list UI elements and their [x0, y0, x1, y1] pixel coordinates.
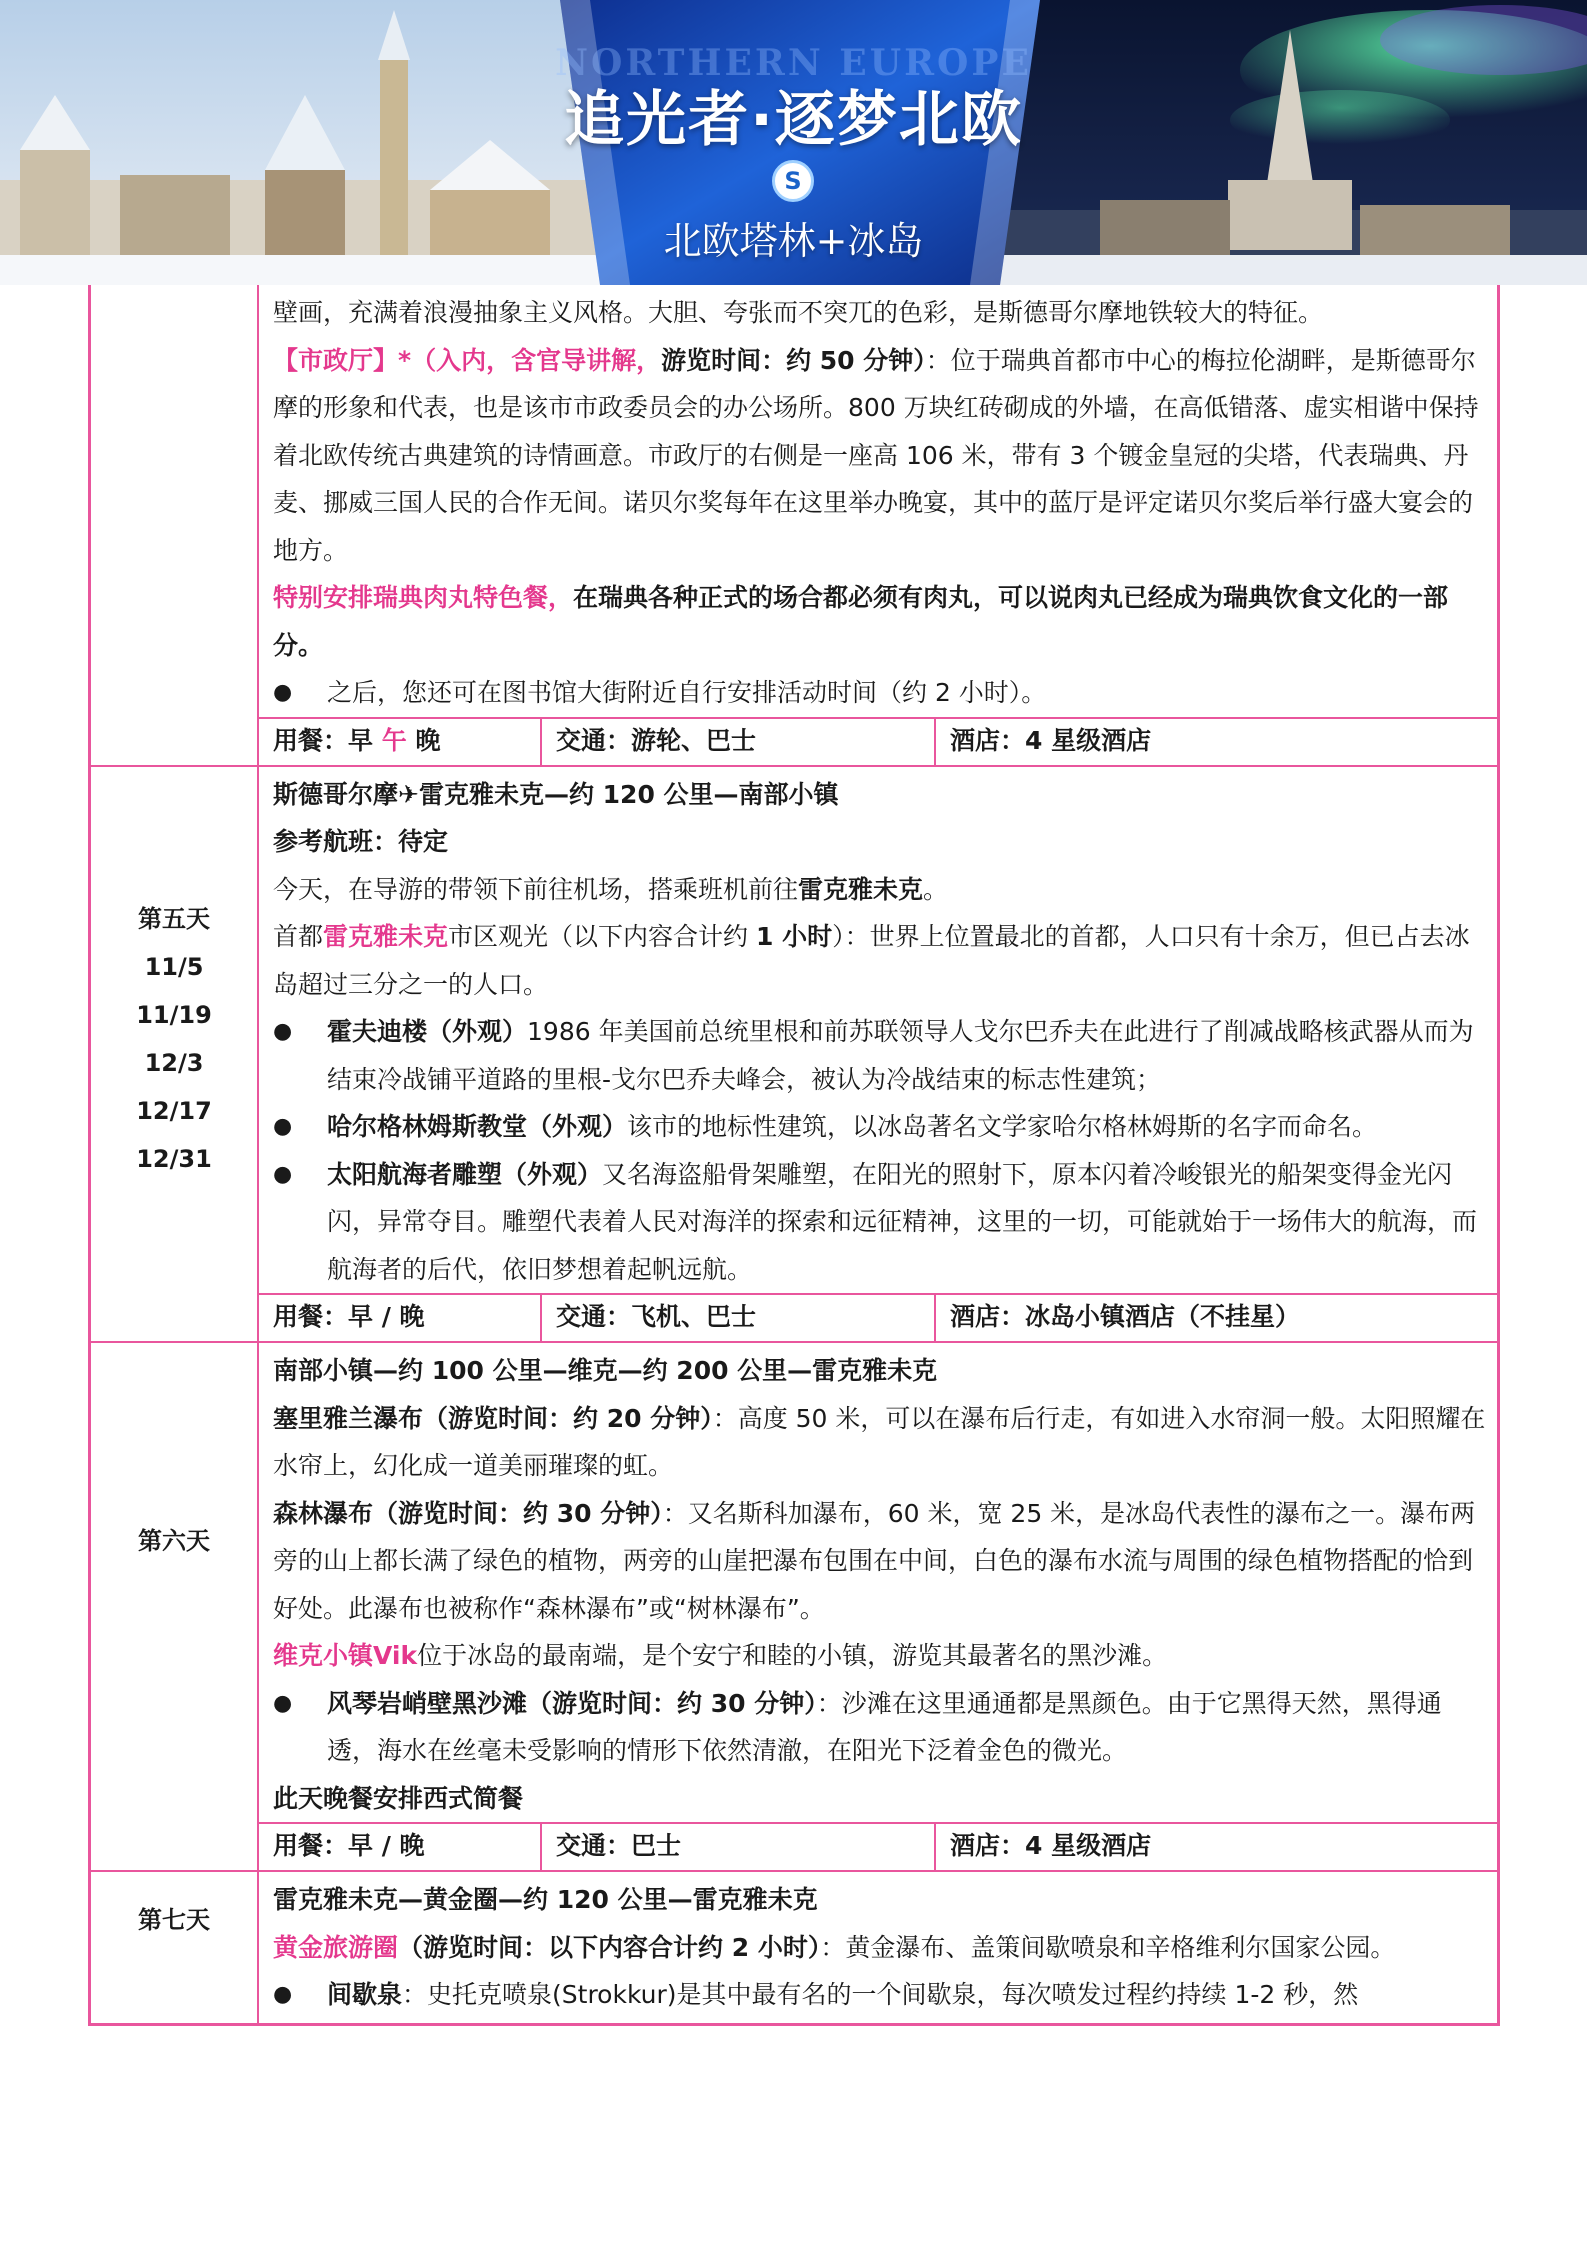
day6-label-cell	[91, 1343, 259, 1870]
day7-label-cell	[91, 1872, 259, 2023]
day5-transport: 交通：飞机、巴士	[542, 1295, 936, 1341]
bullet-icon: ●	[273, 1019, 293, 1044]
golden-circle-text: ：黄金瀑布、盖策间歇喷泉和辛格维利尔国家公园。	[820, 1932, 1396, 1962]
geyser-title: 间歇泉	[327, 1980, 403, 2009]
golden-circle-title: 黄金旅游圈	[273, 1932, 399, 1962]
day5-info-row	[259, 1293, 1497, 1341]
black-beach-title: 风琴岩峭壁黑沙滩（游览时间：约 30 分钟）	[327, 1688, 817, 1718]
church-bullet	[273, 1103, 1491, 1151]
brand-logo-icon: S	[772, 160, 814, 202]
hofdi-bullet	[273, 1008, 1491, 1103]
seljalandsfoss-paragraph	[273, 1395, 1491, 1490]
geyser-text: ：史托克喷泉(Strokkur)是其中最有名的一个间歇泉，每次喷发过程约持续 1-2 秒，然	[402, 1980, 1359, 2009]
day7-content	[259, 1872, 1497, 2023]
day5-content	[259, 767, 1497, 1342]
bullet-icon: ●	[273, 1161, 293, 1187]
city-text: ）：世界上位置最北的首都，人口只有十余万，但已占去冰岛超过三分之一的人口。	[273, 922, 1470, 999]
meal-dinner: 晚	[406, 725, 441, 755]
vik-title: 维克小镇Vik	[273, 1641, 418, 1670]
day6-route: 南部小镇—约 100 公里—维克—约 200 公里—雷克雅未克	[273, 1356, 938, 1385]
bullet-icon: ●	[273, 1114, 293, 1139]
geyser-bullet	[273, 1971, 1491, 2019]
day5-row	[91, 765, 1497, 1342]
banner-subtitle: 北欧塔林+冰岛	[663, 219, 924, 263]
day5-date: 12/3	[144, 1048, 204, 1077]
day5-label: 第五天	[138, 904, 210, 933]
day4-row	[91, 285, 1497, 765]
day5-date: 11/19	[136, 1000, 212, 1029]
day4-transport: 交通：游轮、巴士	[542, 719, 936, 765]
itinerary-table	[88, 285, 1500, 2026]
meal-lunch: 午	[381, 725, 407, 755]
bullet-icon: ●	[273, 1690, 293, 1716]
city-time: 1 小时	[755, 922, 833, 951]
bullet-icon: ●	[273, 1982, 293, 2007]
intro-end: 。	[923, 874, 949, 904]
black-beach-text: ：沙滩在这里通通都是黑颜色。由于它黑得天然，黑得通透，海水在丝毫未受影响的情形下依然清澈，在阳光下泛着金色的微光。	[327, 1688, 1442, 1765]
intro-city: 雷克雅未克	[798, 874, 924, 904]
intro-text: 今天，在导游的带领下前往机场，搭乘班机前往	[273, 874, 799, 904]
city-hall-time: 游览时间：约 50 分钟）	[661, 345, 926, 375]
skogafoss-text: ：又名斯科加瀑布，60 米，宽 25 米，是冰岛代表性的瀑布之一。瀑布两旁的山上都长满了绿色的植物，两旁的山崖把瀑布包围在中间，白色的瀑布水流与周围的绿色植物搭配的恰到好处。此瀑布也被称作“森林瀑布”或“树林瀑布”。	[273, 1498, 1476, 1623]
city-hall-text: ：位于瑞典首都市中心的梅拉伦湖畔，是斯德哥尔摩的形象和代表，也是该市市政委员会的办公场所。800 万块红砖砌成的外墙，在高低错落、虚实相谐中保持着北欧传统古典建筑的诗情画意。市政厅的右侧是一座高 106 米，带有 3 个镀金皇冠的尖塔，代表瑞典、丹麦、挪威三国人民的合作无间。诺贝尔奖每年在这里举办晚宴，其中的蓝厅是评定诺贝尔奖后举行盛大宴会的地方。	[273, 345, 1479, 565]
hofdi-title: 霍夫迪楼（外观）	[327, 1017, 528, 1046]
city-name: 雷克雅未克	[323, 922, 449, 951]
seljalandsfoss-title: 塞里雅兰瀑布（游览时间：约 20 分钟）	[273, 1403, 713, 1433]
subway-paragraph: 壁画，充满着浪漫抽象主义风格。大胆、夸张而不突兀的色彩，是斯德哥尔摩地铁较大的特征。	[273, 298, 1324, 327]
day6-hotel: 酒店：4 星级酒店	[950, 1831, 1152, 1860]
banner-title: 追光者·逐梦北欧	[564, 85, 1023, 155]
day6-row	[91, 1341, 1497, 1870]
bullet-icon: ●	[273, 680, 293, 705]
day4-label-cell	[91, 285, 259, 765]
sun-voyager-title: 太阳航海者雕塑（外观）	[327, 1159, 603, 1189]
seljalandsfoss-text: ：高度 50 米，可以在瀑布后行走，有如进入水帘洞一般。太阳照耀在水帘上，幻化成一道美丽璀璨的虹。	[273, 1403, 1486, 1480]
day6-meal: 用餐：早 / 晚	[259, 1824, 542, 1870]
day5-hotel: 酒店：冰岛小镇酒店（不挂星）	[950, 1302, 1301, 1331]
skogafoss-title: 森林瀑布（游览时间：约 30 分钟）	[273, 1498, 663, 1528]
golden-circle-paragraph	[273, 1924, 1491, 1972]
meatball-text: 在瑞典各种正式的场合都必须有肉丸，可以说肉丸已经成为瑞典饮食文化的一部分。	[273, 583, 1449, 660]
sun-voyager-bullet	[273, 1151, 1491, 1294]
banner-watermark: NORTHERN EUROPE	[555, 42, 1032, 84]
city-mid: 市区观光（以下内容合计约	[448, 922, 756, 951]
day4-hotel: 酒店：4 星级酒店	[950, 725, 1152, 755]
day4-info-row	[259, 717, 1497, 765]
day5-intro	[273, 866, 1491, 914]
free-time-bullet	[273, 669, 1491, 717]
skogafoss-paragraph	[273, 1490, 1491, 1633]
day6-content	[259, 1343, 1497, 1870]
day5-flight: 参考航班：待定	[273, 827, 449, 856]
day5-meal: 用餐：早 / 晚	[259, 1295, 542, 1341]
day5-label-cell	[91, 767, 259, 1342]
black-beach-bullet	[273, 1680, 1491, 1775]
day7-row	[91, 1870, 1497, 2023]
church-title: 哈尔格林姆斯教堂（外观）	[327, 1112, 628, 1141]
header-banner	[0, 0, 1587, 285]
day7-route: 雷克雅未克—黄金圈—约 120 公里—雷克雅未克	[273, 1885, 818, 1914]
vik-text: 位于冰岛的最南端，是个安宁和睦的小镇，游览其最著名的黑沙滩。	[417, 1641, 1168, 1670]
day5-date: 11/5	[144, 952, 204, 981]
day6-label: 第六天	[138, 1527, 210, 1555]
sun-voyager-text: 又名海盗船骨架雕塑，在阳光的照射下，原本闪着冷峻银光的船架变得金光闪闪，异常夺目。雕塑代表着人民对海洋的探索和远征精神，这里的一切，可能就始于一场伟大的航海，而航海者的后代，依旧梦想着起帆远航。	[327, 1159, 1478, 1284]
golden-circle-time: （游览时间：以下内容合计约 2 小时）	[398, 1932, 821, 1962]
day7-label: 第七天	[138, 1906, 210, 1934]
meatball-paragraph	[273, 574, 1491, 669]
city-hall-title: 【市政厅】*（入内，含官导讲解，	[273, 345, 662, 375]
day4-meal	[259, 719, 542, 765]
day5-date: 12/31	[136, 1144, 212, 1173]
meal-label: 用餐：早	[273, 725, 382, 755]
free-time-text: 之后，您还可在图书馆大街附近自行安排活动时间（约 2 小时）。	[327, 678, 1047, 707]
day4-content	[259, 285, 1497, 765]
day5-date: 12/17	[136, 1096, 212, 1125]
day5-route: 斯德哥尔摩✈雷克雅未克—约 120 公里—南部小镇	[273, 779, 839, 809]
hofdi-text: 1986 年美国前总统里根和前苏联领导人戈尔巴乔夫在此进行了削减战略核武器从而为结束冷战铺平道路的里根-戈尔巴乔夫峰会，被认为冷战结束的标志性建筑；	[327, 1017, 1474, 1094]
city-hall-paragraph	[273, 337, 1491, 575]
day6-transport: 交通：巴士	[542, 1824, 936, 1870]
day6-dinner-note: 此天晚餐安排西式简餐	[273, 1783, 524, 1813]
church-text: 该市的地标性建筑，以冰岛著名文学家哈尔格林姆斯的名字而命名。	[627, 1112, 1378, 1141]
meatball-highlight: 特别安排瑞典肉丸特色餐，	[273, 583, 574, 612]
city-prefix: 首都	[273, 922, 324, 951]
day5-city-tour	[273, 913, 1491, 1008]
vik-paragraph	[273, 1632, 1491, 1680]
day6-info-row	[259, 1822, 1497, 1870]
